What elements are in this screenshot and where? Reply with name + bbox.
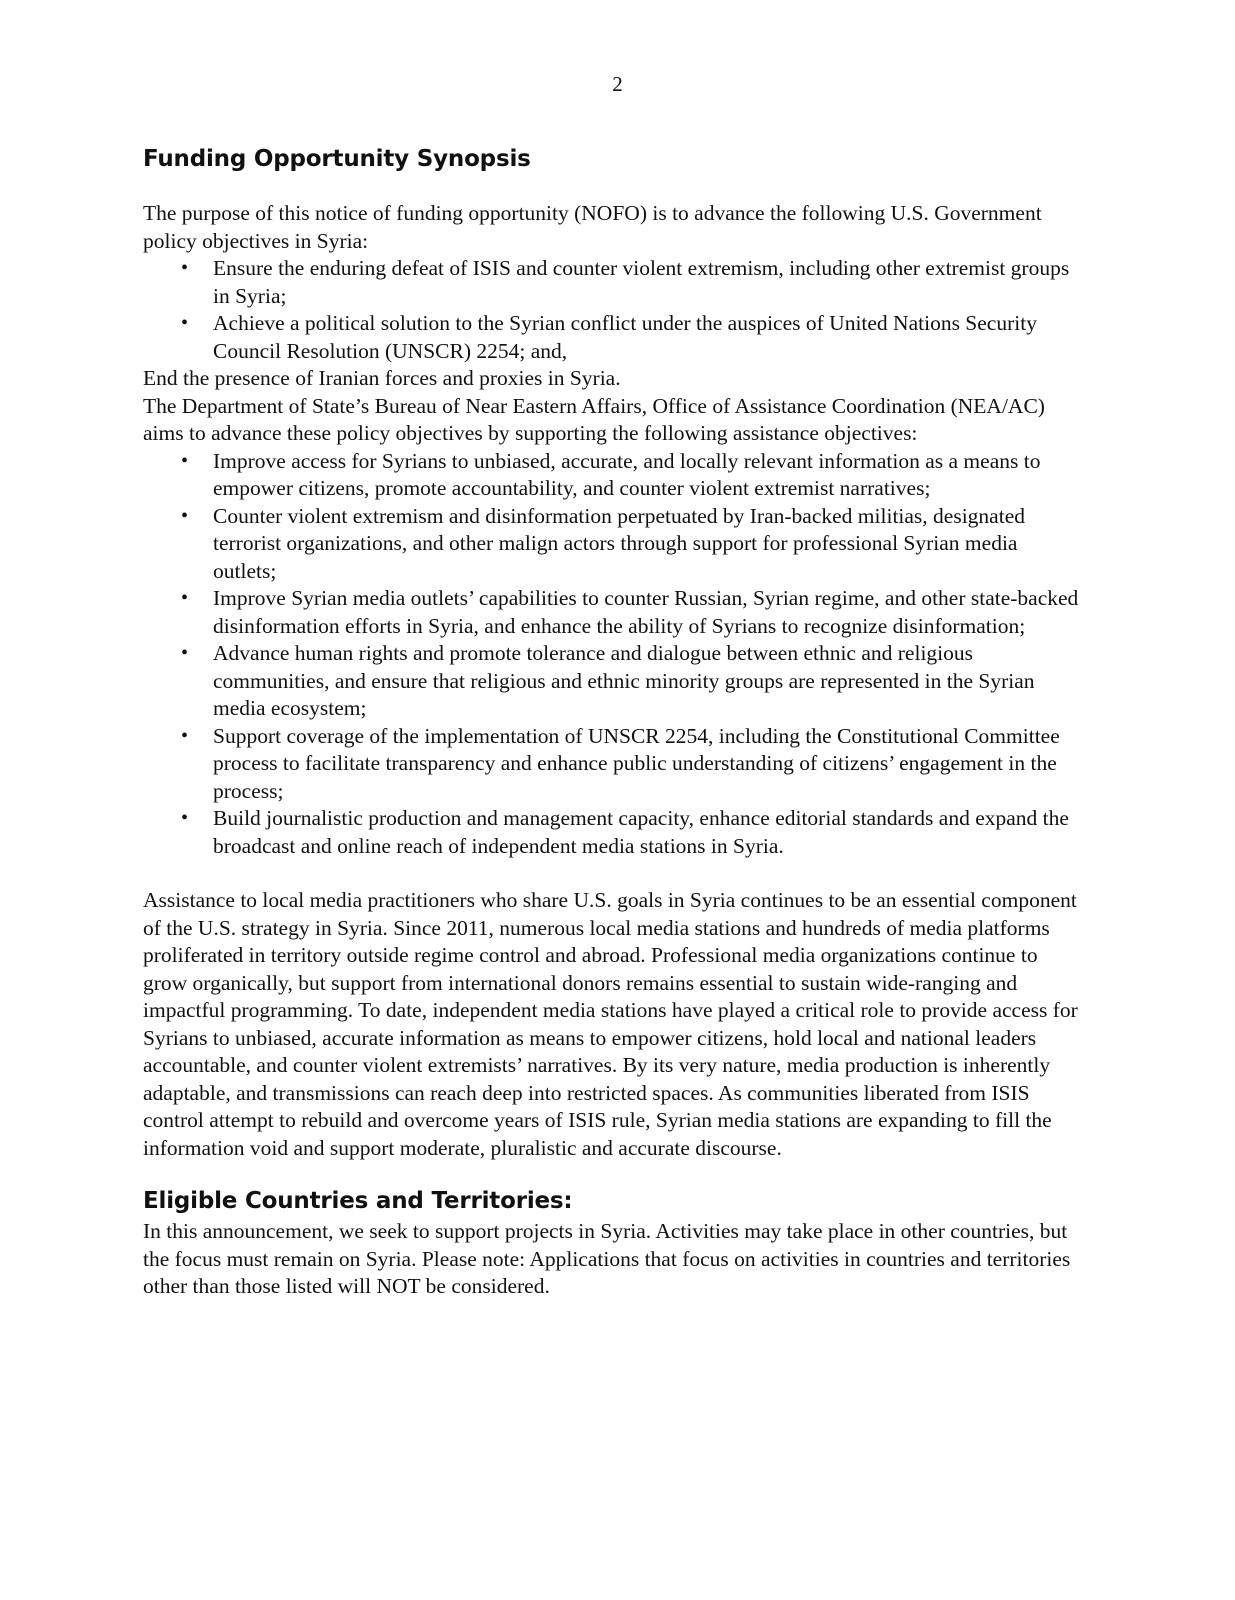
policy-objectives-list [143,255,1083,365]
list-item-text: Achieve a political solution to the Syrian conflict under the auspices of United Nations Security Council Resolution (UNSCR) 2254; and, [213,311,1037,363]
list-item-text: Improve Syrian media outlets’ capabilities to counter Russian, Syrian regime, and other state-backed disinformation efforts in Syria, and enhance the ability of Syrians to recognize disinformation; [213,586,1079,638]
list-item [143,805,1083,860]
list-item [143,640,1083,723]
list-item [143,448,1083,503]
policy-objective-last: End the presence of Iranian forces and proxies in Syria. [143,366,621,390]
assistance-objectives-list [143,448,1083,861]
bullet-icon: • [181,504,189,527]
section-heading-synopsis: Funding Opportunity Synopsis [143,146,531,172]
list-item [143,255,1083,310]
eligible-text: In this announcement, we seek to support projects in Syria. Activities may take place in other countries, but the focus must remain on Syria. Please note: Applications that focus on activities in countries and territories other than those listed will NOT be considered. [143,1219,1071,1298]
page-number: 2 [612,72,623,96]
bullet-icon: • [181,724,189,747]
synopsis-intro: The purpose of this notice of funding opportunity (NOFO) is to advance the following U.S. Government policy objectives in Syria: [143,201,1042,253]
list-item-text: Improve access for Syrians to unbiased, accurate, and locally relevant information as a means to empower citizens, promote accountability, and counter violent extremist narratives; [213,448,1041,500]
list-item-text: Ensure the enduring defeat of ISIS and counter violent extremism, including other extremist groups in Syria; [213,256,1070,308]
bullet-icon: • [181,449,189,472]
nea-intro: The Department of State’s Bureau of Near Eastern Affairs, Office of Assistance Coordination (NEA/AC) aims to advance these policy objectives by supporting the following assistance objectives: [143,393,1045,445]
bullet-icon: • [181,642,189,664]
bullet-icon: • [181,807,189,829]
list-item [143,310,1083,365]
list-item [143,585,1083,640]
assistance-paragraph: Assistance to local media practitioners who share U.S. goals in Syria continues to be an essential component of the U.S. strategy in Syria. Since 2011, numerous local media stations and hundreds of media platforms proliferated in territory outside regime control and abroad. Professional media organizations continue to grow organically, but support from international donors remains essential to sustain wide-ranging and impactful programming. To date, independent media stations have played a critical role to provide access for Syrians to unbiased, accurate information as means to empower citizens, hold local and national leaders accountable, and counter violent extremists’ narratives. By its very nature, media production is inherently adaptable, and transmissions can reach deep into restricted spaces. As communities liberated from ISIS control attempt to rebuild and overcome years of ISIS rule, Syrian media stations are expanding to fill the information void and support moderate, pluralistic and accurate discourse. [143,888,1078,1160]
page-content [143,140,1083,1301]
list-item-text: Counter violent extremism and disinformation perpetuated by Iran-backed militias, designated terrorist organizations, and other malign actors through support for professional Syrian media outlets; [213,503,1025,583]
bullet-icon: • [181,257,189,279]
list-item-text: Build journalistic production and management capacity, enhance editorial standards and expand the broadcast and online reach of independent media stations in Syria. [213,806,1069,858]
list-item-text: Support coverage of the implementation of UNSCR 2254, including the Constitutional Committee process to facilitate transparency and enhance public understanding of citizens’ engagement in the process; [213,723,1060,803]
bullet-icon: • [181,587,189,609]
list-item [143,503,1083,586]
list-item [143,723,1083,806]
list-item-text: Advance human rights and promote tolerance and dialogue between ethnic and religious communities, and ensure that religious and ethnic minority groups are represented in the Syrian media ecosystem; [213,641,1035,720]
paragraph-spacer [143,860,1083,887]
section-heading-eligible: Eligible Countries and Territories: [143,1188,573,1214]
bullet-icon: • [181,312,189,334]
